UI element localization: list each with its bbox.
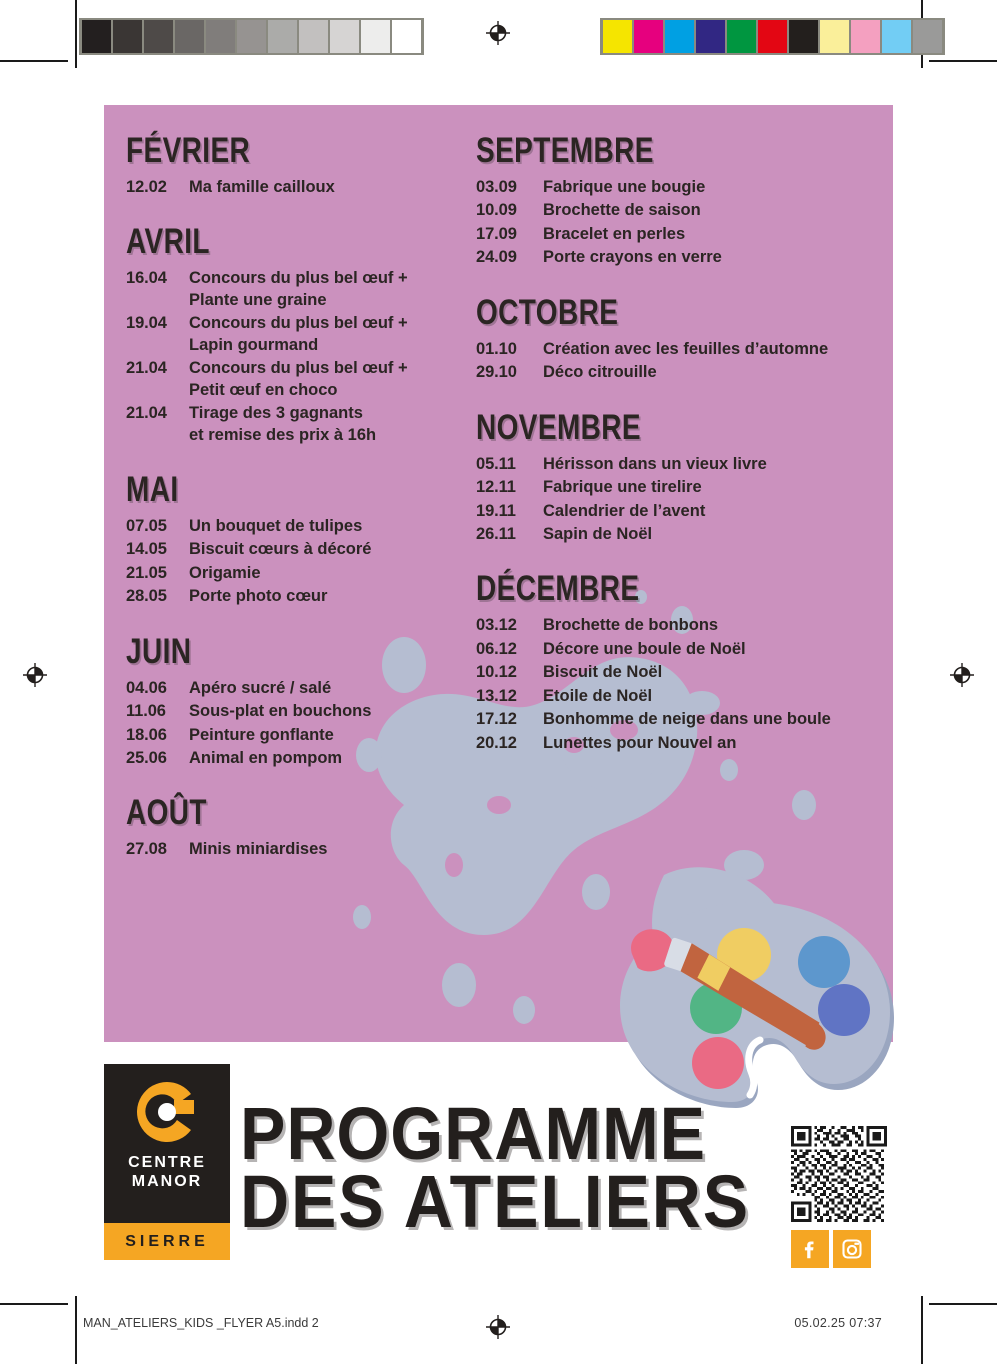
gray-patch-0 — [82, 20, 111, 53]
workshop-list-juin — [126, 678, 481, 770]
workshop-label: Hérisson dans un vieux livre — [543, 454, 767, 473]
workshop-item — [126, 268, 481, 311]
workshop-item — [126, 403, 481, 446]
workshop-date: 28.05 — [126, 587, 167, 606]
gray-patch-7 — [299, 20, 328, 53]
workshop-label-continuation: Petit œuf en choco — [189, 380, 338, 399]
workshop-item — [476, 686, 893, 707]
crop-mark-top-left-vertical — [75, 0, 77, 68]
workshop-item — [476, 200, 893, 221]
workshop-label: Bracelet en perles — [543, 224, 686, 243]
month-heading-fevrier: FÉVRIER — [126, 131, 251, 170]
color-patch-1 — [634, 20, 663, 53]
workshop-date: 10.09 — [476, 201, 517, 220]
workshop-date: 03.12 — [476, 616, 517, 635]
workshop-label: Sous-plat en bouchons — [189, 702, 372, 721]
workshop-label: Lunettes pour Nouvel an — [543, 733, 737, 752]
workshop-date: 26.11 — [476, 524, 516, 543]
workshop-item — [476, 615, 893, 636]
workshop-item — [126, 701, 481, 722]
workshop-item — [126, 539, 481, 560]
workshop-item — [126, 748, 481, 769]
instagram-button[interactable] — [833, 1230, 871, 1268]
workshop-list-septembre — [476, 177, 893, 269]
social-block — [791, 1126, 903, 1268]
workshop-label: Bonhomme de neige dans une boule — [543, 710, 831, 729]
gray-patch-10 — [392, 20, 421, 53]
color-patch-8 — [851, 20, 880, 53]
month-heading-septembre: SEPTEMBRE — [476, 131, 654, 170]
workshop-item — [476, 247, 893, 268]
gray-patch-8 — [330, 20, 359, 53]
workshop-label: Fabrique une bougie — [543, 178, 706, 196]
month-heading-avril: AVRIL — [126, 222, 210, 262]
workshop-label-continuation: Lapin gourmand — [189, 335, 319, 354]
workshop-date: 19.11 — [476, 501, 516, 520]
workshop-label: Origamie — [189, 563, 261, 582]
workshop-date: 05.11 — [476, 454, 516, 473]
crop-mark-top-left-horizontal — [0, 60, 68, 62]
workshop-item — [476, 639, 893, 660]
logo-name — [104, 1154, 230, 1192]
workshop-date: 21.05 — [126, 563, 167, 582]
logo-name-line1: CENTRE — [128, 1154, 206, 1171]
workshop-label: Déco citrouille — [543, 363, 657, 382]
workshop-date: 21.04 — [126, 359, 167, 378]
workshop-label: Porte photo cœur — [189, 587, 328, 606]
month-heading-mai: MAI — [126, 469, 179, 509]
workshop-label: Concours du plus bel œuf + Lapin gourmand — [189, 313, 481, 356]
workshop-label: Biscuit de Noël — [543, 663, 663, 682]
workshop-label: Etoile de Noël — [543, 686, 653, 705]
workshop-label: Sapin de Noël — [543, 524, 653, 543]
workshop-label: Biscuit cœurs à décoré — [189, 540, 372, 559]
workshop-item — [476, 362, 893, 383]
workshop-date: 17.12 — [476, 710, 517, 729]
logo-city-band — [104, 1223, 230, 1260]
workshop-item — [476, 177, 893, 198]
workshop-item — [126, 516, 481, 537]
workshop-label: Concours du plus bel œuf + Plante une graine — [189, 268, 481, 311]
page-title-line2: DES ATELIERS — [240, 1160, 751, 1244]
color-patch-5 — [758, 20, 787, 53]
gray-patch-5 — [237, 20, 266, 53]
gray-patch-3 — [175, 20, 204, 53]
workshop-date: 03.09 — [476, 178, 517, 196]
color-patch-4 — [727, 20, 756, 53]
month-heading-octobre: OCTOBRE — [476, 292, 619, 332]
workshop-date: 17.09 — [476, 224, 517, 243]
footer-filename: MAN_ATELIERS_KIDS _FLYER A5.indd 2 — [83, 1316, 319, 1330]
workshop-label: Animal en pompom — [189, 749, 343, 767]
workshop-list-decembre — [476, 615, 893, 754]
workshop-list-fevrier — [126, 177, 481, 198]
workshop-item — [476, 524, 893, 545]
crop-mark-bottom-right-horizontal — [929, 1303, 997, 1305]
registration-mark-left — [22, 662, 48, 688]
workshop-item — [126, 839, 481, 860]
workshop-item — [476, 477, 893, 498]
color-patch-0 — [603, 20, 632, 53]
facebook-icon — [798, 1237, 822, 1261]
workshop-label: Brochette de saison — [543, 201, 701, 220]
workshop-label: Un bouquet de tulipes — [189, 516, 363, 535]
centre-manor-sierre-logo — [104, 1064, 230, 1260]
workshop-date: 25.06 — [126, 749, 167, 767]
gray-patch-1 — [113, 20, 142, 53]
qr-code[interactable] — [791, 1126, 887, 1222]
workshop-item — [126, 177, 481, 198]
workshop-label: Brochette de bonbons — [543, 616, 719, 635]
workshop-label: Minis miniardises — [189, 840, 328, 859]
gray-patch-2 — [144, 20, 173, 53]
color-patch-10 — [913, 20, 942, 53]
workshop-label: Ma famille cailloux — [189, 178, 335, 196]
workshop-item — [476, 501, 893, 522]
workshop-label-continuation: et remise des prix à 16h — [189, 425, 377, 444]
color-calibration-strip — [600, 18, 945, 55]
workshop-list-mai — [126, 516, 481, 608]
workshop-item — [476, 339, 893, 360]
registration-mark-right — [949, 662, 975, 688]
workshop-list-aout — [126, 839, 481, 860]
workshop-item — [126, 725, 481, 746]
registration-mark-top — [485, 20, 511, 46]
paint-palette-illustration — [606, 900, 906, 1115]
workshop-label: Porte crayons en verre — [543, 248, 722, 267]
logo-city-label: SIERRE — [125, 1232, 209, 1250]
workshop-item — [476, 662, 893, 683]
workshop-item — [126, 313, 481, 356]
right-month-column — [476, 105, 893, 780]
workshop-item — [126, 678, 481, 699]
workshop-item — [126, 586, 481, 607]
workshop-label: Apéro sucré / salé — [189, 678, 332, 697]
workshop-label: Peinture gonflante — [189, 725, 334, 744]
workshop-date: 06.12 — [476, 639, 517, 658]
workshop-date: 29.10 — [476, 363, 517, 382]
left-month-column — [126, 105, 481, 887]
month-heading-decembre: DÉCEMBRE — [476, 569, 640, 609]
workshop-date: 12.02 — [126, 178, 167, 196]
workshop-label: Calendrier de l’avent — [543, 501, 706, 520]
logo-name-line2: MANOR — [131, 1172, 203, 1190]
instagram-icon — [840, 1237, 864, 1261]
crop-mark-bottom-left-horizontal — [0, 1303, 68, 1305]
workshop-date: 11.06 — [126, 702, 166, 721]
workshop-date: 20.12 — [476, 733, 517, 752]
workshop-item — [476, 733, 893, 754]
color-patch-6 — [789, 20, 818, 53]
workshop-item — [126, 563, 481, 584]
workshop-date: 19.04 — [126, 314, 167, 333]
color-patch-7 — [820, 20, 849, 53]
gray-patch-4 — [206, 20, 235, 53]
workshop-date: 13.12 — [476, 686, 517, 705]
facebook-button[interactable] — [791, 1230, 829, 1268]
workshop-date: 12.11 — [476, 478, 516, 497]
workshop-date: 07.05 — [126, 516, 167, 535]
workshop-label: Fabrique une tirelire — [543, 478, 702, 497]
color-patch-2 — [665, 20, 694, 53]
social-icons-row — [791, 1230, 903, 1268]
workshop-item — [476, 709, 893, 730]
workshop-date: 24.09 — [476, 248, 517, 267]
workshop-list-octobre — [476, 339, 893, 384]
print-footer — [0, 1312, 997, 1342]
month-heading-juin: JUIN — [126, 631, 192, 671]
workshop-date: 04.06 — [126, 678, 167, 697]
grayscale-calibration-strip — [79, 18, 424, 55]
page-title-line1: PROGRAMME — [240, 1092, 706, 1175]
workshop-label: Décore une boule de Noël — [543, 639, 746, 658]
color-patch-3 — [696, 20, 725, 53]
workshop-list-novembre — [476, 454, 893, 546]
workshop-date: 14.05 — [126, 540, 167, 559]
workshop-item — [126, 358, 481, 401]
month-heading-aout: AOÛT — [126, 793, 207, 833]
page-title — [240, 1092, 760, 1244]
gray-patch-6 — [268, 20, 297, 53]
workshop-label: Création avec les feuilles d’automne — [543, 339, 829, 358]
logo-c-icon — [133, 1078, 201, 1146]
workshop-label: Concours du plus bel œuf + Petit œuf en choco — [189, 358, 481, 401]
workshop-date: 21.04 — [126, 404, 167, 423]
footer-timestamp: 05.02.25 07:37 — [794, 1316, 882, 1330]
month-heading-novembre: NOVEMBRE — [476, 407, 641, 447]
workshop-item — [476, 454, 893, 475]
workshop-label-continuation: Plante une graine — [189, 290, 327, 309]
crop-mark-top-right-horizontal — [929, 60, 997, 62]
workshop-date: 16.04 — [126, 269, 167, 288]
workshop-date: 27.08 — [126, 840, 167, 859]
gray-patch-9 — [361, 20, 390, 53]
workshop-date: 01.10 — [476, 339, 517, 358]
workshop-item — [476, 224, 893, 245]
workshop-date: 18.06 — [126, 725, 167, 744]
workshop-list-avril — [126, 268, 481, 446]
workshop-date: 10.12 — [476, 663, 517, 682]
workshop-label: Tirage des 3 gagnants et remise des prix à 16h — [189, 403, 481, 446]
color-patch-9 — [882, 20, 911, 53]
